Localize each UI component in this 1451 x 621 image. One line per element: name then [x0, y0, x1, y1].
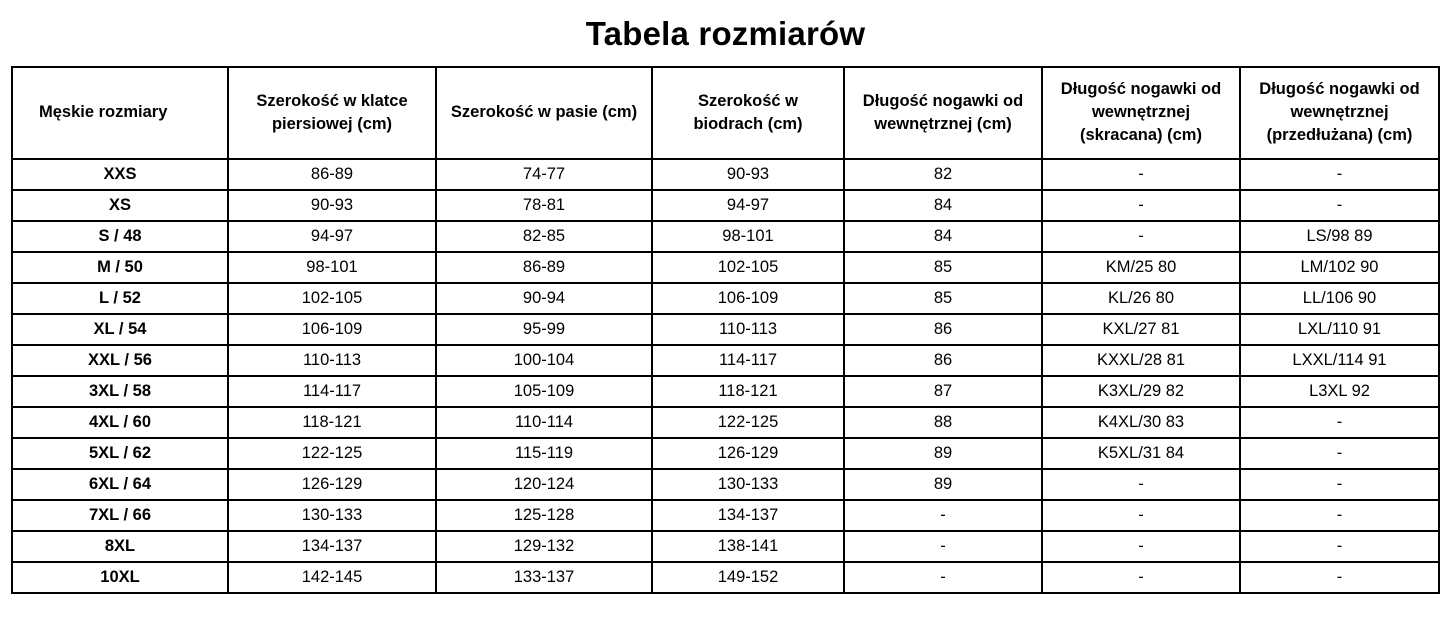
- cell-hip: 94-97: [652, 190, 844, 221]
- column-header-waist-width: Szerokość w pasie (cm): [436, 67, 652, 159]
- cell-inseam-long: -: [1240, 407, 1439, 438]
- table-header: [12, 67, 1439, 159]
- cell-chest: 98-101: [228, 252, 436, 283]
- cell-inseam: -: [844, 500, 1042, 531]
- cell-hip: 90-93: [652, 159, 844, 190]
- column-header-hip-width: Szerokość w biodrach (cm): [652, 67, 844, 159]
- cell-chest: 102-105: [228, 283, 436, 314]
- cell-size: XS: [12, 190, 228, 221]
- cell-size: L / 52: [12, 283, 228, 314]
- cell-inseam-short: -: [1042, 500, 1240, 531]
- cell-size: 8XL: [12, 531, 228, 562]
- table-row: [12, 283, 1439, 314]
- cell-inseam: 86: [844, 345, 1042, 376]
- cell-chest: 94-97: [228, 221, 436, 252]
- cell-waist: 95-99: [436, 314, 652, 345]
- cell-hip: 138-141: [652, 531, 844, 562]
- cell-hip: 122-125: [652, 407, 844, 438]
- cell-size: M / 50: [12, 252, 228, 283]
- cell-inseam-long: -: [1240, 500, 1439, 531]
- cell-chest: 126-129: [228, 469, 436, 500]
- cell-inseam-long: LXXL/114 91: [1240, 345, 1439, 376]
- cell-inseam-short: K4XL/30 83: [1042, 407, 1240, 438]
- cell-waist: 100-104: [436, 345, 652, 376]
- cell-size: XXL / 56: [12, 345, 228, 376]
- cell-chest: 106-109: [228, 314, 436, 345]
- cell-hip: 98-101: [652, 221, 844, 252]
- cell-inseam: 85: [844, 252, 1042, 283]
- cell-inseam: 88: [844, 407, 1042, 438]
- cell-size: S / 48: [12, 221, 228, 252]
- table-header-row: [12, 67, 1439, 159]
- cell-inseam-long: LXL/110 91: [1240, 314, 1439, 345]
- cell-waist: 82-85: [436, 221, 652, 252]
- cell-chest: 118-121: [228, 407, 436, 438]
- cell-inseam: 89: [844, 438, 1042, 469]
- cell-waist: 74-77: [436, 159, 652, 190]
- cell-inseam-short: -: [1042, 221, 1240, 252]
- cell-waist: 120-124: [436, 469, 652, 500]
- cell-hip: 130-133: [652, 469, 844, 500]
- cell-waist: 129-132: [436, 531, 652, 562]
- cell-waist: 110-114: [436, 407, 652, 438]
- cell-hip: 110-113: [652, 314, 844, 345]
- cell-chest: 130-133: [228, 500, 436, 531]
- table-row: [12, 500, 1439, 531]
- table-row: [12, 221, 1439, 252]
- cell-inseam-long: LL/106 90: [1240, 283, 1439, 314]
- cell-waist: 86-89: [436, 252, 652, 283]
- cell-inseam-long: -: [1240, 438, 1439, 469]
- column-header-inseam-lengthened: Długość nogawki od wewnętrznej (przedłużana) (cm): [1240, 67, 1439, 159]
- cell-inseam-long: -: [1240, 562, 1439, 593]
- cell-hip: 134-137: [652, 500, 844, 531]
- cell-inseam: 85: [844, 283, 1042, 314]
- cell-inseam: 84: [844, 190, 1042, 221]
- column-header-chest-width: Szerokość w klatce piersiowej (cm): [228, 67, 436, 159]
- cell-inseam-short: KM/25 80: [1042, 252, 1240, 283]
- cell-size: XL / 54: [12, 314, 228, 345]
- table-row: [12, 345, 1439, 376]
- cell-inseam-long: L3XL 92: [1240, 376, 1439, 407]
- table-row: [12, 314, 1439, 345]
- cell-inseam: -: [844, 531, 1042, 562]
- cell-inseam-short: -: [1042, 469, 1240, 500]
- cell-size: 6XL / 64: [12, 469, 228, 500]
- cell-inseam: 82: [844, 159, 1042, 190]
- size-table: [11, 66, 1440, 594]
- cell-inseam-short: KL/26 80: [1042, 283, 1240, 314]
- cell-inseam-long: -: [1240, 159, 1439, 190]
- cell-hip: 106-109: [652, 283, 844, 314]
- cell-hip: 102-105: [652, 252, 844, 283]
- cell-inseam-short: KXL/27 81: [1042, 314, 1240, 345]
- page-title: Tabela rozmiarów: [585, 15, 866, 52]
- column-header-inseam: Długość nogawki od wewnętrznej (cm): [844, 67, 1042, 159]
- table-row: [12, 531, 1439, 562]
- cell-chest: 90-93: [228, 190, 436, 221]
- cell-inseam-short: -: [1042, 159, 1240, 190]
- cell-inseam-long: LS/98 89: [1240, 221, 1439, 252]
- cell-inseam-short: -: [1042, 531, 1240, 562]
- cell-chest: 110-113: [228, 345, 436, 376]
- cell-size: 3XL / 58: [12, 376, 228, 407]
- cell-chest: 114-117: [228, 376, 436, 407]
- cell-inseam: -: [844, 562, 1042, 593]
- cell-size: XXS: [12, 159, 228, 190]
- cell-inseam-long: LM/102 90: [1240, 252, 1439, 283]
- cell-size: 7XL / 66: [12, 500, 228, 531]
- cell-waist: 133-137: [436, 562, 652, 593]
- cell-waist: 78-81: [436, 190, 652, 221]
- cell-inseam-short: K3XL/29 82: [1042, 376, 1240, 407]
- cell-inseam-long: -: [1240, 531, 1439, 562]
- cell-size: 5XL / 62: [12, 438, 228, 469]
- cell-waist: 115-119: [436, 438, 652, 469]
- cell-chest: 86-89: [228, 159, 436, 190]
- cell-inseam-short: -: [1042, 562, 1240, 593]
- cell-size: 4XL / 60: [12, 407, 228, 438]
- table-row: [12, 438, 1439, 469]
- cell-waist: 90-94: [436, 283, 652, 314]
- table-row: [12, 469, 1439, 500]
- cell-hip: 118-121: [652, 376, 844, 407]
- table-row: [12, 190, 1439, 221]
- table-row: [12, 252, 1439, 283]
- cell-inseam-long: -: [1240, 190, 1439, 221]
- column-header-inseam-shortened: Długość nogawki od wewnętrznej (skracana) (cm): [1042, 67, 1240, 159]
- table-row: [12, 159, 1439, 190]
- cell-inseam-short: -: [1042, 190, 1240, 221]
- cell-hip: 149-152: [652, 562, 844, 593]
- table-body: [12, 159, 1439, 593]
- table-row: [12, 407, 1439, 438]
- cell-inseam: 89: [844, 469, 1042, 500]
- table-row: [12, 562, 1439, 593]
- cell-chest: 122-125: [228, 438, 436, 469]
- cell-waist: 125-128: [436, 500, 652, 531]
- cell-chest: 142-145: [228, 562, 436, 593]
- cell-hip: 126-129: [652, 438, 844, 469]
- cell-inseam: 84: [844, 221, 1042, 252]
- cell-inseam: 87: [844, 376, 1042, 407]
- cell-waist: 105-109: [436, 376, 652, 407]
- cell-size: 10XL: [12, 562, 228, 593]
- table-row: [12, 376, 1439, 407]
- column-header-sizes: Męskie rozmiary: [12, 67, 228, 159]
- cell-chest: 134-137: [228, 531, 436, 562]
- cell-inseam-long: -: [1240, 469, 1439, 500]
- cell-inseam: 86: [844, 314, 1042, 345]
- cell-inseam-short: KXXL/28 81: [1042, 345, 1240, 376]
- cell-hip: 114-117: [652, 345, 844, 376]
- cell-inseam-short: K5XL/31 84: [1042, 438, 1240, 469]
